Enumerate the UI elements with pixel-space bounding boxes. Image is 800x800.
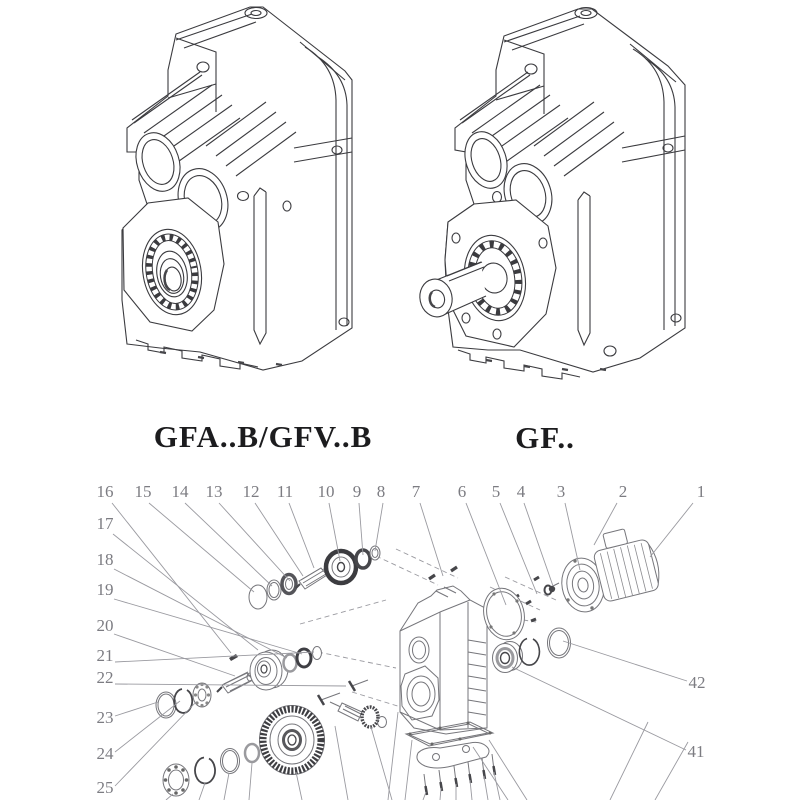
callout-number-20: 20 (96, 616, 114, 635)
ring (221, 749, 240, 774)
leader-line-16 (112, 503, 231, 653)
callout-number-18: 18 (96, 550, 114, 569)
leader-line-5 (500, 503, 537, 594)
leader-line-9 (359, 503, 363, 555)
model-label-left: GFA..B/GFV..B (153, 419, 373, 454)
model-label-right: GF.. (515, 420, 575, 455)
exploded-parts-diagram (97, 482, 706, 800)
leader-line-7 (420, 503, 443, 576)
housing (400, 586, 487, 734)
callout-number-4: 4 (516, 482, 526, 501)
snap-ring (195, 758, 215, 784)
bolt (318, 693, 340, 705)
callout-number-13: 13 (205, 482, 223, 501)
callout-number-1: 1 (696, 482, 706, 501)
seal-ring (548, 628, 571, 658)
oil-seal (249, 585, 267, 609)
bearing (193, 683, 211, 707)
callout-number-19: 19 (96, 580, 114, 599)
leader-line-15 (149, 503, 254, 592)
leader-line-1 (650, 503, 693, 557)
callout-number-16: 16 (96, 482, 114, 501)
leader-line-11 (289, 503, 314, 568)
callout-number-25: 25 (96, 778, 114, 797)
callout-number-5: 5 (491, 482, 501, 501)
output-bearing (493, 642, 523, 673)
bolt (349, 680, 368, 691)
leader-line-19 (114, 599, 302, 654)
gearbox-drawing-right (416, 8, 685, 380)
callout-number-21: 21 (96, 646, 114, 665)
callout-number-6: 6 (457, 482, 467, 501)
housing-bore-lower (407, 676, 435, 712)
leader-line-8 (375, 503, 383, 551)
leader-line-42 (563, 641, 687, 681)
motor-assembly (545, 523, 664, 615)
flange-seal-parts (478, 584, 570, 673)
oil-seal (156, 692, 176, 718)
callout-number-12: 12 (242, 482, 260, 501)
callout-number-23: 23 (96, 708, 114, 727)
leader-line-6 (466, 503, 506, 605)
callout-number-11: 11 (276, 482, 294, 501)
retaining-ring (313, 647, 322, 660)
intermediate-shaft (330, 702, 387, 728)
input-shaft-parts (249, 546, 380, 609)
key (229, 654, 238, 661)
callout-number-24: 24 (96, 744, 114, 763)
callout-number-7: 7 (411, 482, 421, 501)
callout-number-14: 14 (171, 482, 189, 501)
callout-number-22: 22 (96, 668, 114, 687)
leader-line-12 (255, 503, 303, 576)
callout-number-17: 17 (96, 514, 114, 533)
ball-bearing (163, 764, 189, 796)
leader-line-41 (512, 667, 686, 750)
callout-number-42: 42 (688, 673, 706, 692)
washer (245, 744, 259, 762)
callout-number-10: 10 (317, 482, 335, 501)
output-gear (260, 706, 325, 775)
callout-number-8: 8 (376, 482, 386, 501)
leader-line-24 (115, 701, 180, 752)
callout-number-2: 2 (618, 482, 628, 501)
leader-line-3 (565, 503, 580, 570)
callout-number-15: 15 (134, 482, 152, 501)
callout-number-41: 41 (687, 742, 705, 761)
bearing-dark (297, 649, 311, 667)
leader-line-20 (114, 634, 235, 676)
leader-line-18 (114, 569, 287, 658)
input-gear (326, 551, 356, 583)
countershaft-pinion (217, 672, 254, 693)
callout-number-9: 9 (352, 482, 362, 501)
gearbox-drawing-left (122, 7, 352, 370)
leader-line-23 (115, 702, 158, 716)
callout-number-3: 3 (556, 482, 566, 501)
